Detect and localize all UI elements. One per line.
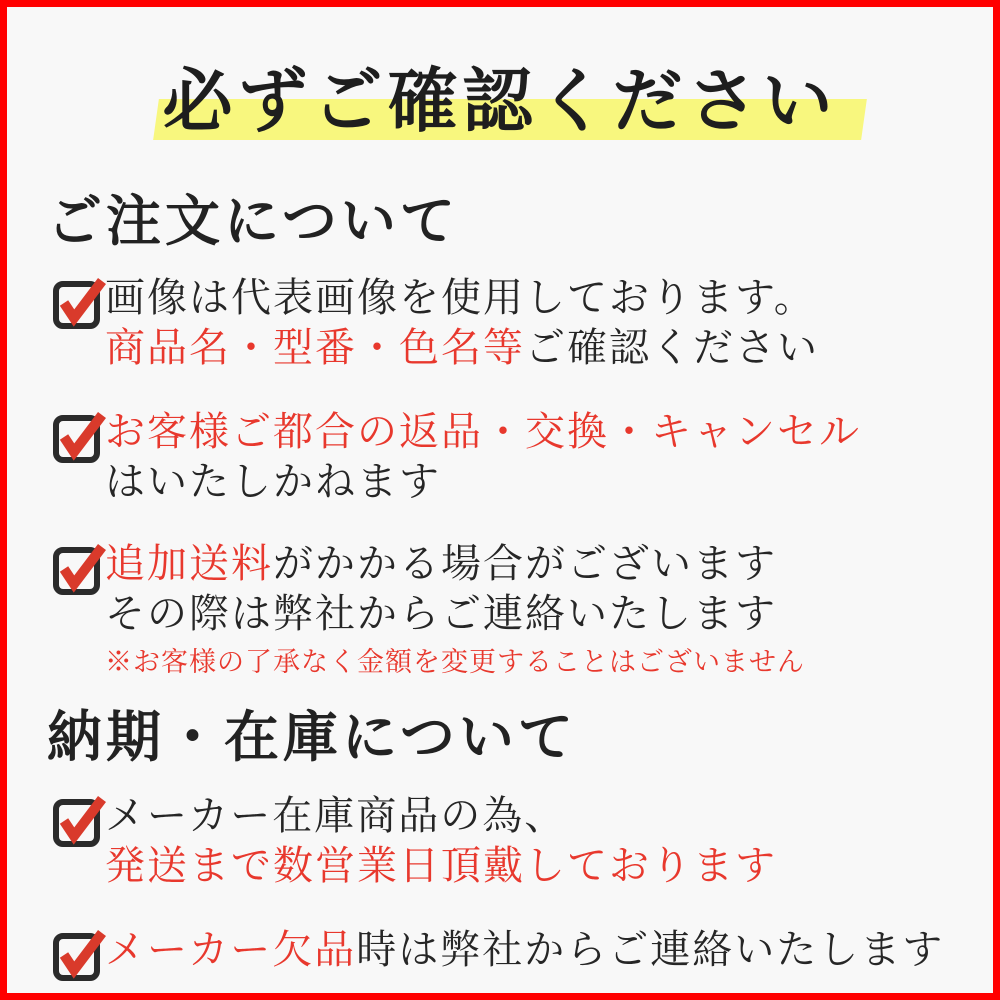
item-line — [105, 325, 963, 371]
red-checkmark-checkbox-icon — [51, 926, 107, 982]
page-title: 必ずご確認ください — [162, 59, 838, 142]
red-checkmark-checkbox-icon — [51, 408, 107, 464]
checklist-item-maker-stock — [55, 793, 963, 889]
item-note-line — [105, 647, 963, 679]
item-line — [105, 409, 963, 455]
item-line — [105, 927, 963, 973]
item-text-segment: はいたしかねます — [105, 459, 441, 505]
item-text-segment: お客様ご都合の返品・交換・キャンセル — [105, 409, 861, 455]
item-line — [105, 541, 963, 587]
section-heading-stock: 納期・在庫について — [47, 704, 577, 769]
page-title-wrap — [7, 53, 993, 149]
item-text-segment: その際は弊社からご連絡いたします — [105, 591, 777, 637]
checklist-item-no-returns — [55, 409, 963, 505]
item-line — [105, 591, 963, 637]
item-text-segment: 発送まで数営業日頂戴しております — [105, 843, 777, 889]
checklist-item-maker-shortage — [55, 927, 963, 973]
item-line — [105, 459, 963, 505]
checklist-item-representative-image — [55, 275, 963, 371]
item-text-segment: ※お客様の了承なく金額を変更することはございません — [105, 647, 805, 678]
item-line — [105, 843, 963, 889]
red-checkmark-checkbox-icon — [51, 274, 107, 330]
item-text-segment: メーカー在庫商品の為、 — [105, 793, 567, 839]
item-text-segment: 追加送料 — [105, 541, 273, 587]
item-line — [105, 275, 963, 321]
item-line — [105, 793, 963, 839]
item-text-segment: メーカー欠品 — [105, 927, 357, 973]
item-text-segment: ご確認ください — [525, 325, 819, 371]
red-checkmark-checkbox-icon — [51, 540, 107, 596]
section-heading-order: ご注文について — [47, 188, 459, 253]
item-text-segment: がかかる場合がございます — [273, 541, 777, 587]
checklist-item-extra-shipping — [55, 541, 963, 679]
item-text-segment: 画像は代表画像を使用しております。 — [105, 275, 816, 321]
red-checkmark-checkbox-icon — [51, 792, 107, 848]
item-text-segment: 時は弊社からご連絡いたします — [356, 927, 945, 973]
item-text-segment: 商品名・型番・色名等 — [105, 325, 525, 371]
